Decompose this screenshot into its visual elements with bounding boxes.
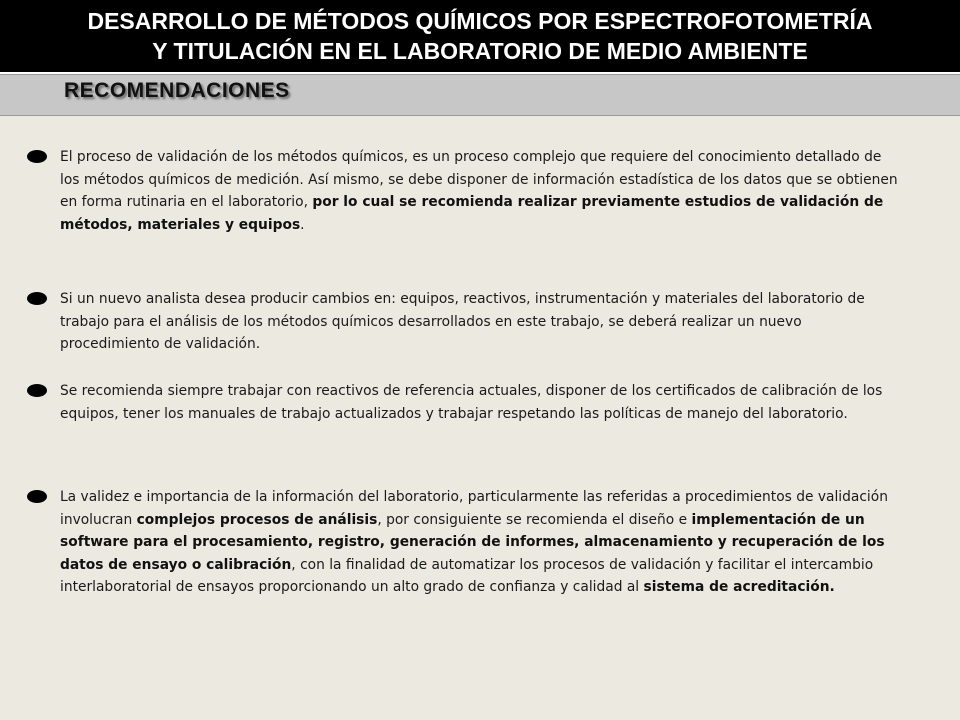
text-run: El proceso de validación de los métodos químicos, es un proceso complejo que requiere del conocimiento detallado de los métodos químicos de medición. Así mismo, se debe disponer de información estadística de los datos que se obtienen en forma rutinaria en el laboratorio, <box>60 149 898 210</box>
recommendation-text <box>60 380 900 425</box>
bold-text-run: sistema de acreditación. <box>643 579 835 595</box>
slide-title <box>0 0 960 74</box>
bullet-icon <box>27 150 47 163</box>
bold-text-run: implementación de un software para el procesamiento, registro, generación de informes, almacenamiento y recuperación de los datos de ensayo o calibración <box>60 511 885 573</box>
text-run: Si un nuevo analista desea producir cambios en: equipos, reactivos, instrumentación y materiales del laboratorio de trabajo para el análisis de los métodos químicos desarrollados en este trabajo, se deberá realizar un nuevo procedimiento de validación. <box>60 291 865 352</box>
title-line-1: DESARROLLO DE MÉTODOS QUÍMICOS POR ESPECTROFOTOMETRÍA <box>87 8 873 34</box>
text-run: , por consiguiente se recomienda el diseño e <box>377 511 692 528</box>
title-line-2: Y TITULACIÓN EN EL LABORATORIO DE MEDIO AMBIENTE <box>152 38 808 64</box>
text-run: , con la finalidad de automatizar los procesos de validación y facilitar el intercambio interlaboratorial de ensayos proporcionando un alto grado de confianza y calidad al <box>60 556 874 595</box>
recommendation-text <box>60 146 900 236</box>
text-run: La validez e importancia de la información del laboratorio, particularmente las referidas a procedimientos de validación involucran <box>60 489 888 528</box>
bullet-icon <box>27 292 47 305</box>
bullet-icon <box>27 384 47 397</box>
section-header <box>0 74 960 116</box>
text-run: Se recomienda siempre trabajar con reactivos de referencia actuales, disponer de los certificados de calibración de los equipos, tener los manuales de trabajo actualizados y trabajar respetando las políticas de manejo del laboratorio. <box>60 383 883 422</box>
bold-text-run: por lo cual se recomienda realizar previamente estudios de validación de métodos, materiales y equipos <box>60 194 884 233</box>
recommendation-text <box>60 288 900 356</box>
section-title: RECOMENDACIONES <box>64 79 290 102</box>
bullet-icon <box>27 490 47 503</box>
text-run: . <box>300 216 305 233</box>
recommendation-text <box>60 486 900 599</box>
bold-text-run: complejos procesos de análisis <box>136 511 378 528</box>
